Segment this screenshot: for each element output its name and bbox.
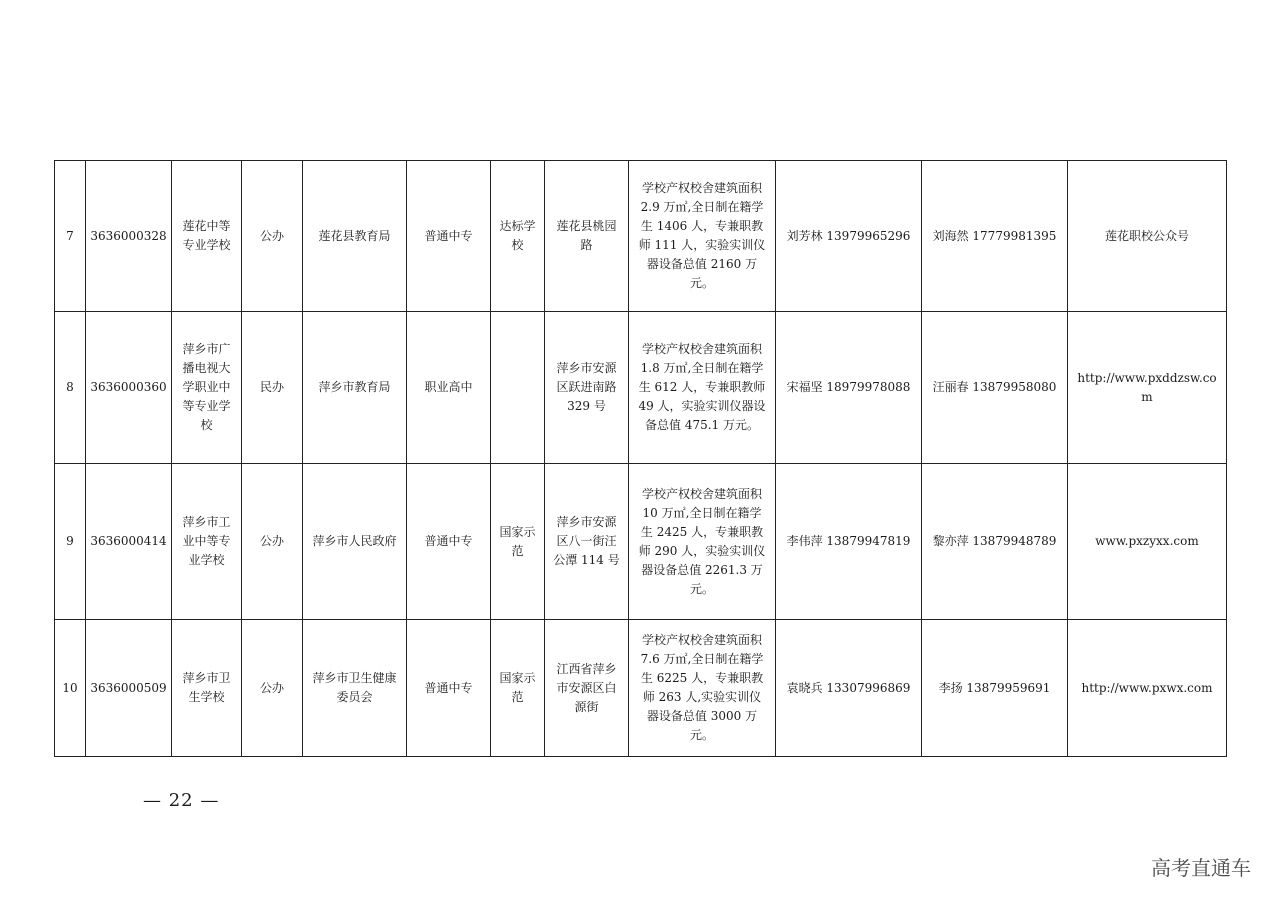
seq-cell: 8 [55,312,86,464]
authority-cell: 萍乡市教育局 [303,312,407,464]
school-code-cell: 3636000360 [86,312,172,464]
school-code-cell: 3636000509 [86,620,172,757]
school-type-cell: 公办 [242,464,303,620]
contact-cell: 黎亦萍 13879948789 [922,464,1068,620]
website-cell: http://www.pxwx.com [1068,620,1227,757]
school-code-cell: 3636000328 [86,161,172,312]
category-cell: 普通中专 [407,161,491,312]
category-cell: 普通中专 [407,620,491,757]
page-number: — 22 — [143,790,220,811]
authority-cell: 萍乡市卫生健康委员会 [303,620,407,757]
address-cell: 萍乡市安源区八一街汪公潭 114 号 [545,464,629,620]
website-cell: 莲花职校公众号 [1068,161,1227,312]
address-cell: 莲花县桃园路 [545,161,629,312]
school-name-cell: 萍乡市卫生学校 [172,620,242,757]
category-cell: 普通中专 [407,464,491,620]
contact-cell: 刘海然 17779981395 [922,161,1068,312]
seq-cell: 10 [55,620,86,757]
level-cell: 达标学校 [491,161,545,312]
table-row [55,312,1227,464]
website-cell: www.pxzyxx.com [1068,464,1227,620]
address-cell: 萍乡市安源区跃进南路 329 号 [545,312,629,464]
principal-cell: 刘芳林 13979965296 [776,161,922,312]
description-cell: 学校产权校舍建筑面积 2.9 万㎡,全日制在籍学生 1406 人，专兼职教师 111 人，实验实训仪器设备总值 2160 万元。 [629,161,776,312]
category-cell: 职业高中 [407,312,491,464]
school-name-cell: 萍乡市工业中等专业学校 [172,464,242,620]
table-row [55,464,1227,620]
level-cell: 国家示范 [491,464,545,620]
seq-cell: 9 [55,464,86,620]
description-cell: 学校产权校舍建筑面积 10 万㎡,全日制在籍学生 2425 人，专兼职教师 290 人，实验实训仪器设备总值 2261.3 万元。 [629,464,776,620]
authority-cell: 萍乡市人民政府 [303,464,407,620]
school-table [54,160,1227,757]
school-name-cell: 莲花中等专业学校 [172,161,242,312]
level-cell: 国家示范 [491,620,545,757]
table-row [55,620,1227,757]
contact-cell: 李扬 13879959691 [922,620,1068,757]
description-cell: 学校产权校舍建筑面积 1.8 万㎡,全日制在籍学生 612 人，专兼职教师 49 人，实验实训仪器设备总值 475.1 万元。 [629,312,776,464]
table-row [55,161,1227,312]
address-cell: 江西省萍乡市安源区白源街 [545,620,629,757]
website-cell: http://www.pxddzsw.com [1068,312,1227,464]
description-cell: 学校产权校舍建筑面积 7.6 万㎡,全日制在籍学生 6225 人，专兼职教师 263 人,实验实训仪器设备总值 3000 万元。 [629,620,776,757]
school-name-cell: 萍乡市广播电视大学职业中等专业学校 [172,312,242,464]
school-type-cell: 公办 [242,161,303,312]
school-type-cell: 民办 [242,312,303,464]
authority-cell: 莲花县教育局 [303,161,407,312]
principal-cell: 袁晓兵 13307996869 [776,620,922,757]
principal-cell: 李伟萍 13879947819 [776,464,922,620]
school-code-cell: 3636000414 [86,464,172,620]
level-cell [491,312,545,464]
principal-cell: 宋福坚 18979978088 [776,312,922,464]
seq-cell: 7 [55,161,86,312]
watermark-text: 高考直通车 [1151,856,1251,880]
contact-cell: 汪丽春 13879958080 [922,312,1068,464]
school-type-cell: 公办 [242,620,303,757]
